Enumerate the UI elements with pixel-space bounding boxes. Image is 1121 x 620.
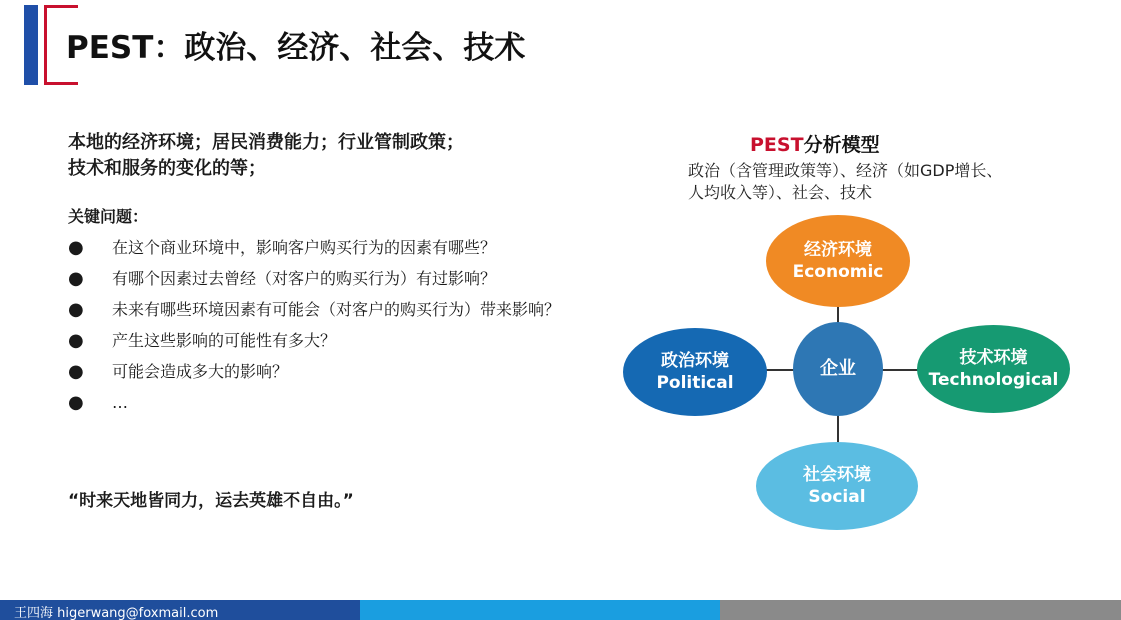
footer-author-email: 王四海 higerwang@foxmail.com xyxy=(14,606,219,620)
intro-text xyxy=(68,130,568,182)
social-label-cn: 社会环境 xyxy=(803,465,871,485)
question-text: 产生这些影响的可能性有多大？ xyxy=(112,331,337,350)
key-questions-list xyxy=(68,232,578,418)
social-node xyxy=(756,442,918,530)
question-text: 未来有哪些环境因素有可能会（对客户的购买行为）带来影响？ xyxy=(112,300,561,319)
connector-line-bottom xyxy=(837,414,839,444)
list-item xyxy=(68,232,578,263)
bullet-icon: ● xyxy=(68,299,84,320)
intro-line-2: 技术和服务的变化的等； xyxy=(68,158,266,179)
list-item xyxy=(68,387,578,418)
list-item xyxy=(68,263,578,294)
question-text: … xyxy=(112,393,128,412)
bullet-icon: ● xyxy=(68,237,84,258)
technological-node xyxy=(917,325,1070,413)
key-questions-heading: 关键问题： xyxy=(68,207,149,226)
footer-segment-gray xyxy=(720,600,1121,620)
question-text: 可能会造成多大的影响？ xyxy=(112,362,289,381)
footer-segment-light-blue xyxy=(360,600,720,620)
connector-line-left xyxy=(765,369,795,371)
bullet-icon: ● xyxy=(68,330,84,351)
page-title: PEST：政治、经济、社会、技术 xyxy=(66,30,526,66)
political-label-en: Political xyxy=(656,373,734,393)
bullet-icon: ● xyxy=(68,268,84,289)
model-title-prefix: PEST xyxy=(750,134,804,156)
question-text: 有哪个因素过去曾经（对客户的购买行为）有过影响？ xyxy=(112,269,497,288)
social-label-en: Social xyxy=(808,487,866,507)
question-text: 在这个商业环境中，影响客户购买行为的因素有哪些？ xyxy=(112,238,497,257)
model-description: 政治（含管理政策等）、经济（如GDP增长、人均收入等）、社会、技术 xyxy=(688,161,1003,202)
title-accent-bar xyxy=(24,5,38,85)
technological-label-cn: 技术环境 xyxy=(959,348,1028,368)
technological-label-en: Technological xyxy=(928,370,1059,390)
model-title-suffix: 分析模型 xyxy=(803,134,880,156)
pest-diagram xyxy=(610,210,1090,540)
enterprise-label: 企业 xyxy=(820,358,856,379)
bullet-icon: ● xyxy=(68,392,84,413)
list-item xyxy=(68,356,578,387)
footer-bar xyxy=(0,600,1121,620)
connector-line-right xyxy=(881,369,919,371)
economic-node xyxy=(766,215,910,307)
list-item xyxy=(68,325,578,356)
economic-label-en: Economic xyxy=(792,262,884,282)
political-node xyxy=(623,328,767,416)
model-title xyxy=(750,130,880,157)
list-item xyxy=(68,294,578,325)
intro-line-1: 本地的经济环境；居民消费能力；行业管制政策； xyxy=(68,132,464,153)
economic-label-cn: 经济环境 xyxy=(804,240,872,260)
bullet-icon: ● xyxy=(68,361,84,382)
enterprise-center-node xyxy=(793,322,883,416)
quote-text: “时来天地皆同力，运去英雄不自由。” xyxy=(68,491,354,511)
political-label-cn: 政治环境 xyxy=(661,351,729,371)
